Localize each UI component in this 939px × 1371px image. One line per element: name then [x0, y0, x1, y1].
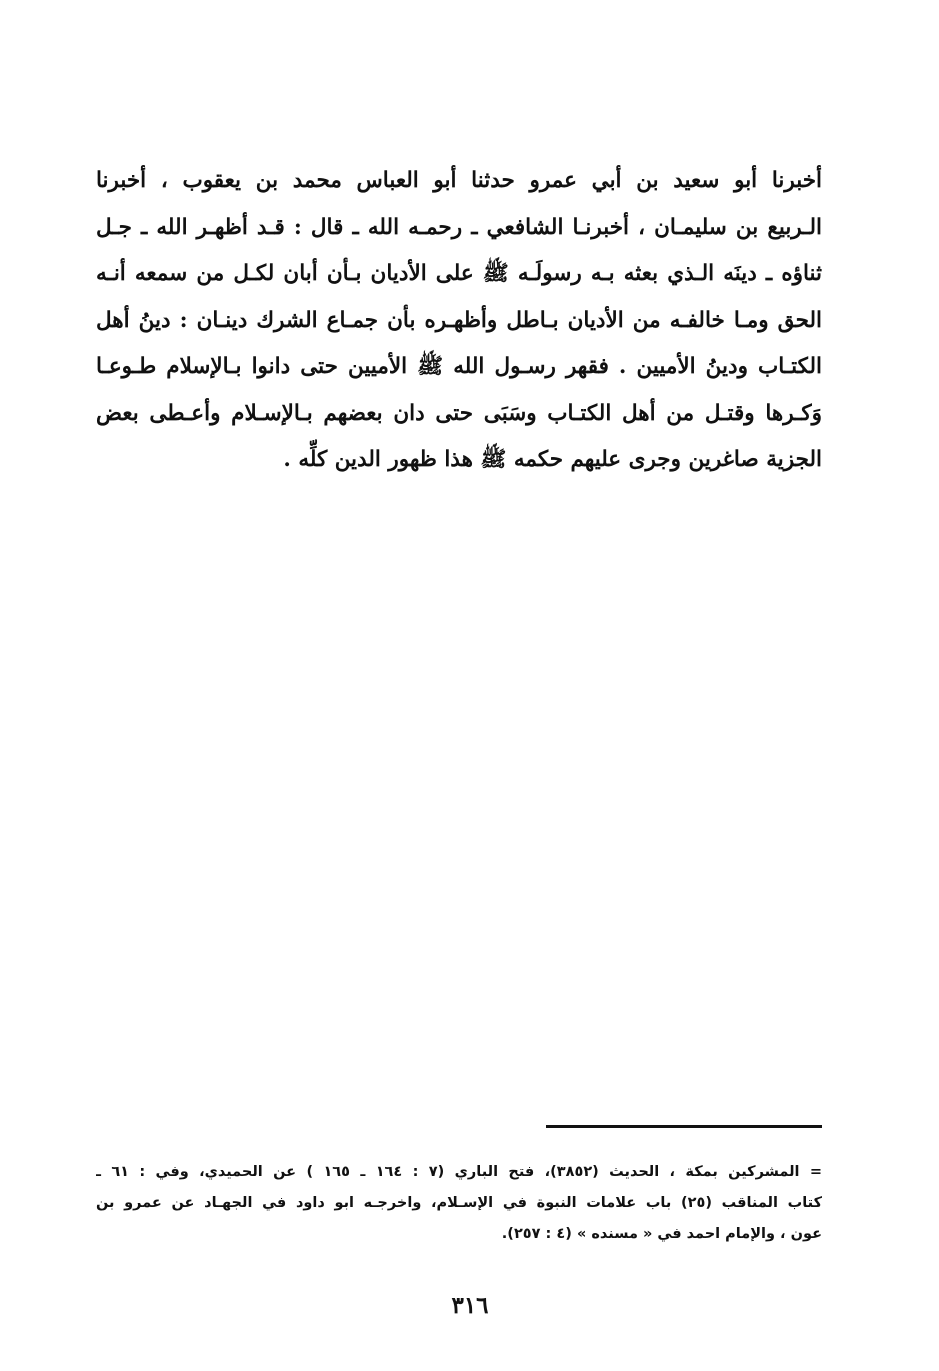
main-text-line: ثناؤه ـ دينَه الـذي بعثه بـه رسولَـه ﷺ على الأديان بـأن أبان لكـل من سمعه أنـه — [96, 261, 822, 286]
footnote-line: عون ، والإمام احمد في « مسنده » (٤ : ٢٥٧). — [501, 1226, 822, 1242]
footnote-separator — [546, 1125, 822, 1128]
main-text-line: الجزية صاغرين وجرى عليهم حكمه ﷺ هذا ظهور الدين كلِّه . — [283, 447, 822, 472]
main-text-line: أخبرنا أبو سعيد بن أبي عمرو حدثنا أبو العباس محمد بن يعقوب ، أخبرنا — [96, 168, 822, 193]
main-text-block — [96, 158, 822, 484]
footnote-line: = المشركين بمكة ، الحديث (٣٨٥٢)، فتح الباري (٧ : ١٦٤ ـ ١٦٥ ) عن الحميدي، وفي : ٦١ ـ — [96, 1164, 822, 1180]
footnote-line: كتاب المناقب (٢٥) باب علامات النبوة في الإسـلام، واخرجـه ابو داود في الجهـاد عن عمرو بن — [96, 1195, 822, 1211]
main-text-line: وَكـرها وقتـل من أهل الكتـاب وسَبَى حتى دان بعضهم بـالإسـلام وأعـطى بعض — [96, 400, 822, 426]
footnote-block — [96, 1157, 822, 1250]
main-text-line: الـربيع بن سليمـان ، أخبرنـا الشافعي ـ رحمـه الله ـ قال : قـد أظهـر الله ـ جـل — [96, 214, 822, 240]
main-text-line: الكتـاب ودينُ الأميين . فقهر رسـول الله ﷺ الأميين حتى دانوا بـالإسلام طـوعـا — [96, 354, 822, 379]
page-number: ٣١٦ — [451, 1292, 489, 1319]
main-text-line: الحق ومـا خالفـه من الأديان بـاطل وأظهـره بأن جمـاع الشرك دينـان : دينُ أهل — [96, 307, 822, 333]
